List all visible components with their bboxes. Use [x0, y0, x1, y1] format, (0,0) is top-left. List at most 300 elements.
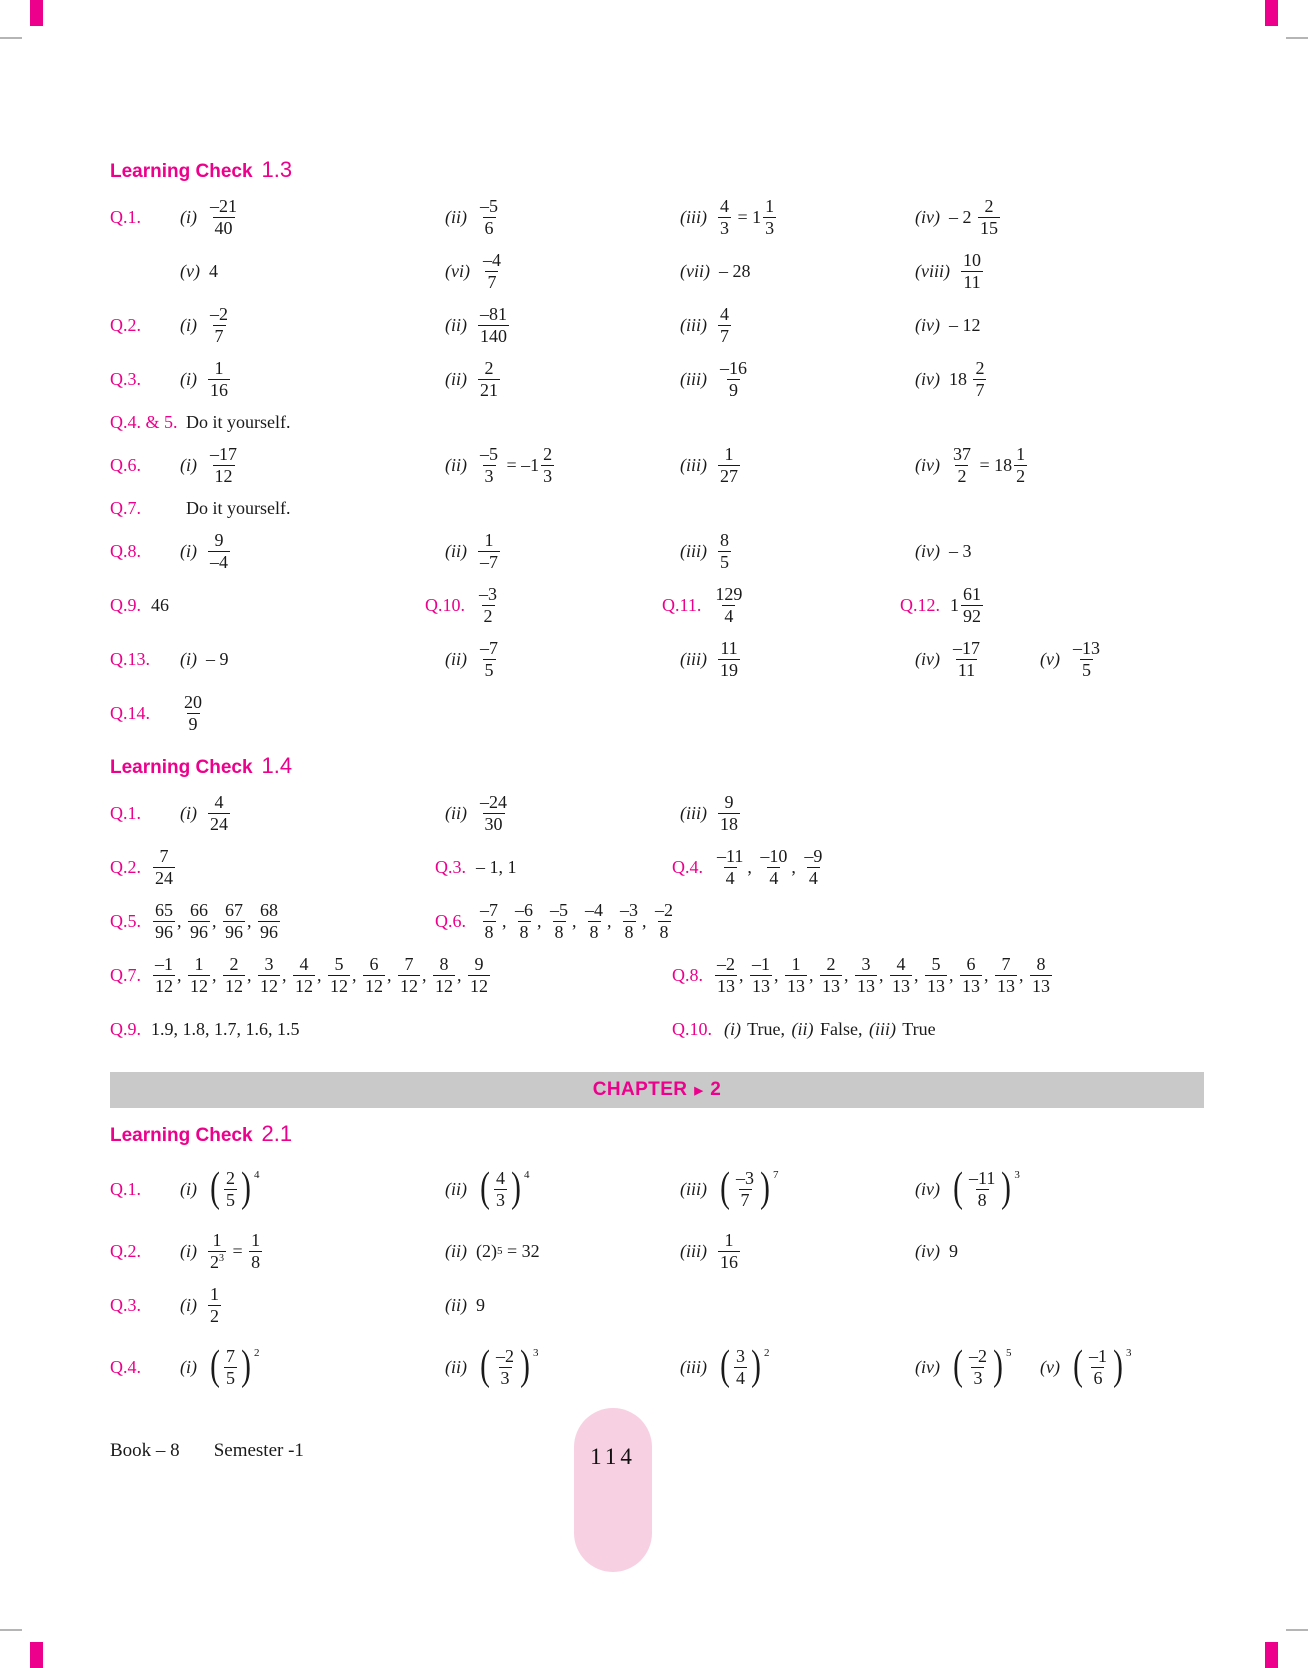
part-label: (ii)	[445, 314, 467, 335]
fraction	[188, 900, 210, 941]
answer-cell	[915, 541, 1204, 562]
exponent: 4	[254, 1169, 260, 1182]
math-text: ,	[879, 964, 888, 985]
part-label: (i)	[180, 1294, 197, 1315]
math-expression	[716, 792, 742, 833]
exponent: 4	[524, 1169, 530, 1182]
fraction	[258, 954, 280, 995]
crop-mark-bottom-right	[1286, 1629, 1308, 1631]
math-expression	[476, 638, 502, 679]
numerator: 67	[225, 900, 243, 921]
part-label: (ii)	[445, 802, 467, 823]
answer-cell	[180, 530, 445, 571]
numerator: –4	[585, 900, 603, 921]
page-footer	[110, 1440, 304, 1462]
fraction	[363, 954, 385, 995]
math-expression	[206, 196, 241, 237]
math-expression	[716, 638, 742, 679]
math-text: – 1, 1	[476, 856, 517, 877]
part-label: (i)	[180, 1178, 197, 1199]
answer-cell	[1040, 638, 1204, 679]
fraction	[494, 1346, 516, 1387]
part-label: (v)	[1040, 648, 1060, 669]
section-heading-label: Learning Check	[110, 161, 253, 182]
answer-row	[110, 524, 1204, 578]
math-text: ,	[607, 910, 616, 931]
answer-row	[110, 948, 1204, 1002]
powered-fraction	[718, 1165, 779, 1212]
answer-cell	[180, 1284, 445, 1325]
math-expression	[475, 584, 501, 625]
denominator: 12	[435, 975, 453, 996]
math-text: ,	[747, 856, 757, 877]
fraction	[718, 304, 731, 345]
close-paren-icon: )	[751, 1343, 761, 1390]
section-heading	[110, 158, 1204, 184]
denominator: 13	[892, 975, 910, 996]
numerator: 37	[952, 444, 971, 465]
numerator: –2	[655, 900, 673, 921]
answer-cell	[680, 1343, 915, 1390]
numerator: 1	[724, 1230, 734, 1251]
math-expression	[722, 1019, 936, 1040]
math-text: = 1	[733, 206, 762, 227]
answer-row	[110, 840, 1204, 894]
part-label: (iii)	[680, 314, 707, 335]
corner-bar-top-right	[1265, 0, 1278, 26]
part-label: (iv)	[915, 1240, 940, 1261]
math-expression	[949, 1343, 1014, 1390]
denominator: 3	[543, 465, 553, 486]
question-label: Q.2.	[110, 856, 141, 877]
denominator: 11	[963, 271, 981, 292]
math-expression	[949, 196, 1002, 237]
fraction	[548, 900, 570, 941]
answer-cell	[180, 1230, 445, 1271]
fraction	[541, 444, 554, 485]
part-label: (iii)	[680, 540, 707, 561]
fraction	[978, 196, 1000, 237]
math-text: ,	[247, 910, 256, 931]
fraction	[734, 1168, 756, 1209]
part-label: (iii)	[680, 206, 707, 227]
numerator: –4	[482, 250, 501, 271]
denominator: 13	[822, 975, 840, 996]
denominator: 12	[155, 975, 173, 996]
close-paren-icon: )	[241, 1343, 251, 1390]
denominator: 96	[155, 921, 173, 942]
question-label: Q.14.	[110, 702, 150, 723]
part-label: (ii)	[445, 206, 467, 227]
numerator: –6	[515, 900, 533, 921]
section-heading-label: Learning Check	[110, 1125, 253, 1146]
fraction	[478, 304, 509, 345]
numerator: 2	[975, 358, 985, 379]
question-label: Q.2.	[110, 314, 141, 335]
denominator: 8	[624, 921, 634, 942]
numerator: –2	[496, 1346, 514, 1367]
answer-row	[110, 492, 1204, 524]
answer-row	[110, 1278, 1204, 1332]
numerator: 7	[404, 954, 414, 975]
math-text: True	[898, 1018, 936, 1039]
numerator: 2	[984, 196, 994, 217]
math-expression	[151, 900, 282, 941]
answer-cell	[445, 638, 680, 679]
numerator: 9	[724, 792, 734, 813]
fraction	[961, 250, 983, 291]
math-expression	[716, 1165, 781, 1212]
math-text: ,	[457, 964, 466, 985]
denominator: 8	[659, 921, 669, 942]
fraction	[653, 900, 675, 941]
part-label: (i)	[180, 1240, 197, 1261]
denominator: 24	[210, 813, 228, 834]
math-text: ,	[572, 910, 581, 931]
denominator: 2	[210, 1305, 219, 1326]
part-label: (i)	[180, 648, 197, 669]
part-label: (iv)	[915, 314, 940, 335]
denominator: 8	[484, 921, 494, 942]
numerator: –16	[720, 358, 747, 379]
section-heading-number: 2.1	[261, 1121, 293, 1146]
answer-cell	[180, 792, 445, 833]
fraction	[1030, 954, 1052, 995]
answer-row	[110, 786, 1204, 840]
fraction	[258, 900, 280, 941]
fraction	[188, 954, 210, 995]
open-paren-icon: (	[720, 1343, 730, 1390]
denominator: 7	[214, 325, 224, 346]
denominator: 8	[589, 921, 599, 942]
math-text: ,	[422, 964, 431, 985]
question-label: Q.4. & 5.	[110, 411, 178, 432]
fraction	[951, 444, 973, 485]
math-expression	[206, 1230, 264, 1271]
fraction	[153, 954, 175, 995]
numerator: 9	[474, 954, 484, 975]
fraction	[718, 196, 731, 237]
denominator: 6	[484, 217, 494, 238]
numerator: –13	[1072, 638, 1100, 659]
numerator: –11	[968, 1168, 996, 1189]
part-label: (iv)	[915, 1356, 940, 1377]
denominator: 9	[729, 379, 738, 400]
denominator: 13	[927, 975, 945, 996]
numerator: 1	[484, 530, 494, 551]
denominator: 15	[979, 217, 998, 238]
numerator: 9	[214, 530, 224, 551]
math-expression	[716, 444, 742, 485]
fraction	[224, 1346, 237, 1387]
answer-cell	[180, 1165, 445, 1212]
fraction	[494, 1168, 507, 1209]
fraction	[785, 954, 807, 995]
denominator: 24	[155, 867, 173, 888]
math-text: ,	[502, 910, 511, 931]
denominator: 2	[483, 605, 493, 626]
numerator: 8	[720, 530, 729, 551]
answer-cell	[915, 358, 1204, 399]
math-text: 1.9, 1.8, 1.7, 1.6, 1.5	[151, 1018, 300, 1039]
numerator: 1	[210, 1284, 219, 1305]
part-label: (ii)	[445, 1356, 467, 1377]
math-text: – 9	[206, 648, 229, 669]
denominator: 92	[963, 605, 981, 626]
denominator: 13	[857, 975, 875, 996]
part-label: (i)	[180, 540, 197, 561]
denominator: 12	[470, 975, 488, 996]
math-expression	[1069, 1343, 1134, 1390]
answer-cell	[180, 304, 445, 345]
denominator: 96	[225, 921, 243, 942]
part-label: (i)	[180, 454, 197, 475]
part-label: (ii)	[445, 1240, 467, 1261]
numerator: 2	[826, 954, 836, 975]
numerator: 7	[1001, 954, 1011, 975]
question-label: Q.1.	[110, 1178, 141, 1199]
answer-cell	[915, 1343, 1040, 1390]
numerator: –24	[480, 792, 507, 813]
question-label: Q.3.	[110, 368, 141, 389]
denominator: 2	[1016, 465, 1026, 486]
math-expression	[949, 541, 972, 562]
denominator: 5	[720, 551, 729, 572]
numerator: –1	[155, 954, 173, 975]
question-label: Q.5.	[110, 910, 141, 931]
denominator: 6	[1093, 1367, 1103, 1388]
numerator: 1	[194, 954, 204, 975]
numerator: 1	[251, 1230, 261, 1251]
denominator: 4	[725, 867, 735, 888]
math-text: – 3	[948, 540, 972, 561]
numerator: 4	[720, 304, 729, 325]
numerator: –21	[210, 196, 237, 217]
numerator: 2	[484, 358, 494, 379]
exponent: 3	[1125, 1347, 1132, 1360]
part-label: (iii)	[680, 648, 707, 669]
denominator: 4	[769, 867, 779, 888]
open-paren-icon: (	[480, 1343, 490, 1390]
powered-fraction	[951, 1165, 1020, 1212]
denominator: 27	[720, 465, 738, 486]
corner-bar-bottom-left	[30, 1642, 43, 1668]
denominator: 13	[997, 975, 1015, 996]
math-expression	[206, 530, 232, 571]
answer-cell	[180, 444, 445, 485]
math-expression	[719, 261, 751, 282]
numerator: 1	[765, 196, 775, 217]
question-label: Q.6.	[435, 910, 466, 931]
denominator: 8	[554, 921, 564, 942]
math-expression	[206, 1343, 262, 1390]
page-number-capsule	[574, 1408, 652, 1572]
numerator: 5	[334, 954, 344, 975]
denominator: 5	[484, 659, 494, 680]
part-label: (iv)	[915, 206, 940, 227]
fraction	[293, 954, 315, 995]
fraction	[925, 954, 947, 995]
denominator: 40	[214, 217, 233, 238]
math-expression	[949, 315, 981, 336]
answer-cell	[180, 692, 445, 733]
answer-cell	[180, 649, 445, 670]
crop-mark-bottom-left	[0, 1629, 22, 1631]
math-expression	[476, 792, 511, 833]
math-expression	[949, 444, 1029, 485]
numerator: 61	[963, 584, 981, 605]
fraction	[328, 954, 350, 995]
math-text: ,	[791, 856, 801, 877]
answer-cell	[915, 638, 1040, 679]
numerator: 7	[226, 1346, 235, 1367]
denominator: 7	[740, 1189, 750, 1210]
math-expression	[151, 595, 169, 616]
math-expression	[711, 584, 746, 625]
numerator: 4	[896, 954, 906, 975]
exponent: 5	[1005, 1347, 1012, 1360]
fraction	[513, 900, 535, 941]
answer-cell	[1040, 1343, 1204, 1390]
answer-cell	[680, 792, 915, 833]
denominator: 8	[519, 921, 529, 942]
fraction	[208, 530, 230, 571]
open-paren-icon: (	[953, 1343, 963, 1390]
denominator: 12	[190, 975, 208, 996]
denominator: 96	[260, 921, 278, 942]
part-label: (ii)	[445, 648, 467, 669]
fraction	[855, 954, 877, 995]
answer-row	[110, 352, 1204, 406]
fraction	[223, 900, 245, 941]
fraction	[478, 444, 500, 485]
question-label: Q.3.	[110, 1294, 141, 1315]
numerator: 1	[724, 444, 734, 465]
answer-cell	[915, 1165, 1204, 1212]
denominator: 3	[496, 1189, 505, 1210]
powered-fraction	[951, 1343, 1012, 1390]
math-expression	[476, 900, 677, 941]
math-expression	[949, 1165, 1022, 1212]
numerator: –81	[480, 304, 507, 325]
numerator: 1	[212, 1230, 222, 1251]
denominator: 13	[787, 975, 805, 996]
question-label: Q.4.	[672, 856, 703, 877]
question-label: Q.8.	[110, 540, 141, 561]
question-label: Q.7.	[110, 964, 141, 985]
answer-cell	[680, 358, 915, 399]
answer-cell	[680, 1165, 915, 1212]
fraction	[208, 304, 230, 345]
answer-cell	[915, 315, 1204, 336]
fraction	[468, 954, 490, 995]
math-expression: (2) 5 = 32	[476, 1240, 540, 1261]
denominator: 16	[720, 1251, 738, 1272]
denominator: 12	[295, 975, 313, 996]
fraction	[249, 1230, 262, 1271]
math-text: ,	[212, 910, 221, 931]
numerator: 3	[264, 954, 274, 975]
fraction	[182, 692, 204, 733]
math-expression	[151, 846, 177, 887]
powered-fraction	[208, 1165, 260, 1212]
question-label: Q.2.	[110, 1240, 141, 1261]
numerator: –3	[620, 900, 638, 921]
close-paren-icon: )	[1113, 1343, 1123, 1390]
denominator: 16	[210, 379, 228, 400]
denominator: 18	[720, 813, 738, 834]
denominator: –7	[480, 551, 498, 572]
close-paren-icon: )	[1001, 1165, 1012, 1212]
numerator: 3	[861, 954, 871, 975]
close-paren-icon: )	[511, 1165, 521, 1212]
denominator: 11	[957, 659, 976, 680]
numerator: 2	[229, 954, 239, 975]
answer-cell	[680, 304, 915, 345]
crop-mark-top-left	[0, 37, 22, 39]
question-label: Q.6.	[110, 454, 141, 475]
fraction	[890, 954, 912, 995]
math-expression	[713, 846, 826, 887]
open-paren-icon: (	[210, 1343, 220, 1390]
math-expression	[206, 444, 241, 485]
answer-row	[110, 894, 1204, 948]
question-label: Q.3.	[435, 856, 466, 877]
numerator: 65	[155, 900, 173, 921]
fraction	[951, 638, 982, 679]
fraction	[750, 954, 772, 995]
numerator: –1	[1088, 1346, 1107, 1367]
fraction	[481, 250, 503, 291]
answer-row	[110, 1332, 1204, 1402]
fraction	[960, 954, 982, 995]
part-label: (v)	[180, 260, 200, 281]
math-expression	[209, 261, 218, 282]
math-expression	[959, 250, 985, 291]
fraction	[478, 196, 500, 237]
part-label: (iv)	[915, 454, 940, 475]
exponent: 3	[219, 1252, 224, 1264]
answer-row	[110, 1224, 1204, 1278]
answer-cell	[900, 584, 1204, 625]
denominator: 12	[400, 975, 418, 996]
fraction	[718, 530, 731, 571]
denominator: 96	[190, 921, 208, 942]
math-text: =	[228, 1240, 248, 1261]
part-label: (i)	[180, 1356, 197, 1377]
numerator: –2	[968, 1346, 987, 1367]
math-expression	[206, 1165, 262, 1212]
answer-cell	[435, 900, 1204, 941]
numerator: 10	[962, 250, 981, 271]
math-expression	[716, 1343, 772, 1390]
numerator: 2	[226, 1168, 235, 1189]
numerator: 6	[966, 954, 976, 975]
answer-row	[110, 190, 1204, 244]
answer-text: Do it yourself.	[186, 411, 291, 432]
page-content	[110, 144, 1204, 1402]
numerator: –3	[736, 1168, 754, 1189]
answer-cell	[915, 1241, 1204, 1262]
math-text: ,	[949, 964, 958, 985]
fraction	[208, 358, 230, 399]
fraction	[718, 444, 740, 485]
numerator: 3	[736, 1346, 745, 1367]
answer-cell	[672, 1019, 1204, 1040]
numerator: –5	[480, 444, 498, 465]
answer-cell	[445, 792, 680, 833]
numerator: –17	[210, 444, 237, 465]
